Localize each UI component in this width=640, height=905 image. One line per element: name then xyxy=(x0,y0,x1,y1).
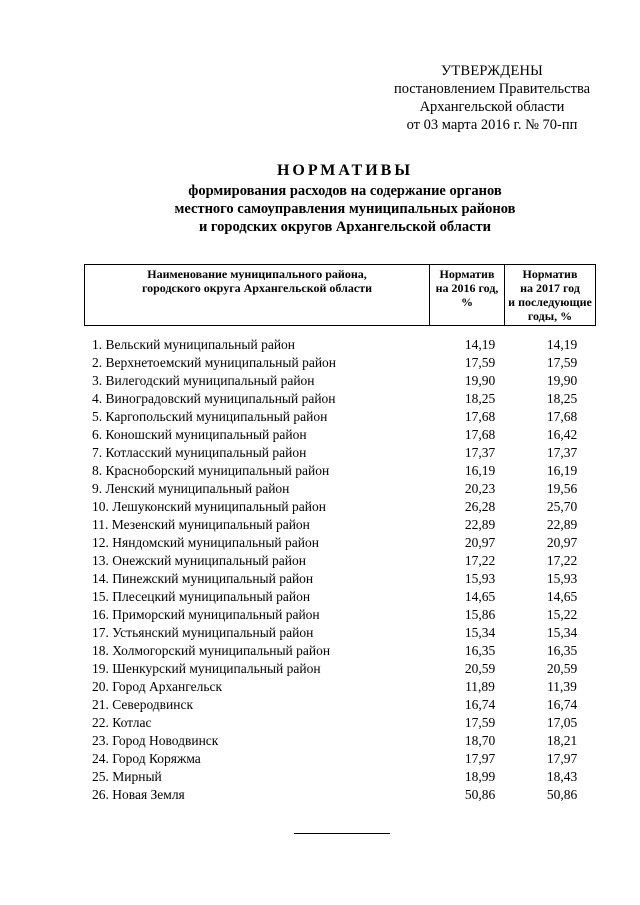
row-name: 10. Лешуконский муниципальный район xyxy=(92,499,326,514)
row-name: 22. Котлас xyxy=(92,715,152,730)
table-row xyxy=(92,480,612,498)
row-value-2017: 22,89 xyxy=(546,517,578,532)
row-value-2017: 20,59 xyxy=(546,661,578,676)
table-header xyxy=(84,264,596,326)
row-value-2017: 16,74 xyxy=(546,697,578,712)
row-value-2017: 15,22 xyxy=(546,607,578,622)
row-name: 14. Пинежский муниципальный район xyxy=(92,571,314,586)
row-value-2017: 20,97 xyxy=(546,535,578,550)
row-value-2016: 50,86 xyxy=(464,787,496,802)
row-value-2016: 17,97 xyxy=(464,751,496,766)
row-name: 20. Город Архангельск xyxy=(92,679,223,694)
row-value-2016: 16,19 xyxy=(464,463,496,478)
row-name: 26. Новая Земля xyxy=(92,787,185,802)
header-line: Наименование муниципального района, xyxy=(147,267,367,281)
header-line: % xyxy=(461,295,473,309)
row-value-2017: 18,21 xyxy=(546,733,578,748)
document-title: НОРМАТИВЫ xyxy=(276,162,414,179)
row-value-2016: 14,19 xyxy=(464,337,496,352)
row-name: 15. Плесецкий муниципальный район xyxy=(92,589,311,604)
row-value-2016: 20,59 xyxy=(464,661,496,676)
row-value-2016: 17,59 xyxy=(464,715,496,730)
document-heading xyxy=(60,160,630,236)
table-row xyxy=(92,642,612,660)
table-row xyxy=(92,444,612,462)
column-header-2016 xyxy=(430,265,505,326)
document-subtitle-line: местного самоуправления муниципальных районов xyxy=(174,201,516,217)
header-line: Норматив xyxy=(522,267,578,281)
row-value-2016: 17,37 xyxy=(464,445,496,460)
row-value-2017: 17,05 xyxy=(546,715,578,730)
document-subtitle-line: и городских округов Архангельской области xyxy=(198,219,492,235)
table-row xyxy=(92,732,612,750)
row-value-2016: 26,28 xyxy=(464,499,496,514)
table-row xyxy=(92,336,612,354)
row-value-2016: 15,86 xyxy=(464,607,496,622)
row-value-2017: 19,56 xyxy=(546,481,578,496)
table-row xyxy=(92,660,612,678)
row-value-2017: 17,37 xyxy=(546,445,578,460)
row-value-2017: 17,68 xyxy=(546,409,578,424)
row-value-2017: 16,42 xyxy=(546,427,578,442)
row-name: 1. Вельский муниципальный район xyxy=(92,337,296,352)
column-header-name xyxy=(85,265,430,326)
approval-title: УТВЕРЖДЕНЫ xyxy=(440,63,544,79)
approval-block xyxy=(378,62,606,134)
row-name: 18. Холмогорский муниципальный район xyxy=(92,643,331,658)
row-value-2017: 18,25 xyxy=(546,391,578,406)
header-line: годы, % xyxy=(527,309,573,323)
row-value-2017: 15,93 xyxy=(546,571,578,586)
row-name: 17. Устьянский муниципальный район xyxy=(92,625,314,640)
row-value-2016: 17,59 xyxy=(464,355,496,370)
header-line: на 2017 год xyxy=(520,281,580,295)
row-name: 5. Каргопольский муниципальный район xyxy=(92,409,328,424)
row-name: 13. Онежский муниципальный район xyxy=(92,553,306,568)
row-name: 21. Северодвинск xyxy=(92,697,194,712)
row-value-2016: 20,97 xyxy=(464,535,496,550)
row-name: 16. Приморский муниципальный район xyxy=(92,607,320,622)
row-name: 8. Красноборский муниципальный район xyxy=(92,463,330,478)
table-row xyxy=(92,678,612,696)
row-value-2017: 11,39 xyxy=(547,679,577,694)
row-value-2016: 17,68 xyxy=(464,427,496,442)
table-row xyxy=(92,390,612,408)
row-value-2016: 17,22 xyxy=(464,553,496,568)
table-row xyxy=(92,696,612,714)
row-value-2017: 17,22 xyxy=(546,553,578,568)
table-row xyxy=(92,354,612,372)
row-value-2017: 17,97 xyxy=(546,751,578,766)
row-value-2016: 20,23 xyxy=(464,481,496,496)
table-row xyxy=(92,714,612,732)
row-value-2016: 16,35 xyxy=(464,643,496,658)
table-row xyxy=(92,768,612,786)
table-row xyxy=(92,570,612,588)
row-value-2017: 25,70 xyxy=(546,499,578,514)
row-value-2017: 14,19 xyxy=(546,337,578,352)
approval-line: Архангельской области xyxy=(419,99,565,115)
row-value-2016: 18,99 xyxy=(464,769,496,784)
row-value-2016: 22,89 xyxy=(464,517,496,532)
row-name: 19. Шенкурский муниципальный район xyxy=(92,661,321,676)
row-value-2017: 16,19 xyxy=(546,463,578,478)
column-header-2017 xyxy=(505,265,596,326)
table-row xyxy=(92,534,612,552)
header-line: Норматив xyxy=(439,267,495,281)
row-value-2017: 15,34 xyxy=(546,625,578,640)
table-row xyxy=(92,588,612,606)
row-value-2016: 11,89 xyxy=(465,679,495,694)
table-row xyxy=(92,516,612,534)
row-value-2017: 17,59 xyxy=(546,355,578,370)
table-row xyxy=(92,408,612,426)
row-name: 23. Город Новодвинск xyxy=(92,733,219,748)
table-row xyxy=(92,372,612,390)
row-value-2017: 50,86 xyxy=(546,787,578,802)
document-subtitle-line: формирования расходов на содержание органов xyxy=(188,183,502,199)
table-body xyxy=(92,336,612,804)
row-name: 9. Ленский муниципальный район xyxy=(92,481,290,496)
row-name: 24. Город Коряжма xyxy=(92,751,201,766)
row-value-2016: 16,74 xyxy=(464,697,496,712)
approval-date: от 03 марта 2016 г. № 70-пп xyxy=(406,117,578,133)
row-name: 7. Котласский муниципальный район xyxy=(92,445,307,460)
header-line: и последующие xyxy=(508,295,592,309)
approval-line: постановлением Правительства xyxy=(393,81,591,97)
row-value-2016: 15,93 xyxy=(464,571,496,586)
table-row xyxy=(92,426,612,444)
row-value-2016: 17,68 xyxy=(464,409,496,424)
end-divider xyxy=(294,833,390,834)
table-row xyxy=(92,750,612,768)
table-row xyxy=(92,498,612,516)
row-value-2016: 15,34 xyxy=(464,625,496,640)
row-name: 3. Вилегодский муниципальный район xyxy=(92,373,315,388)
row-name: 25. Мирный xyxy=(92,769,162,784)
row-value-2016: 18,25 xyxy=(464,391,496,406)
header-line: на 2016 год, xyxy=(435,281,499,295)
table-row xyxy=(92,624,612,642)
row-value-2016: 18,70 xyxy=(464,733,496,748)
row-value-2017: 18,43 xyxy=(546,769,578,784)
table-row xyxy=(92,552,612,570)
row-value-2017: 14,65 xyxy=(546,589,578,604)
row-value-2017: 16,35 xyxy=(546,643,578,658)
row-name: 4. Виноградовский муниципальный район xyxy=(92,391,336,406)
row-name: 12. Няндомский муниципальный район xyxy=(92,535,319,550)
row-name: 11. Мезенский муниципальный район xyxy=(92,517,310,532)
table-row xyxy=(92,606,612,624)
table-row xyxy=(92,462,612,480)
row-value-2016: 14,65 xyxy=(464,589,496,604)
row-value-2017: 19,90 xyxy=(546,373,578,388)
row-value-2016: 19,90 xyxy=(464,373,496,388)
row-name: 2. Верхнетоемский муниципальный район xyxy=(92,355,337,370)
header-line: городского округа Архангельской области xyxy=(141,281,372,295)
row-name: 6. Коношский муниципальный район xyxy=(92,427,307,442)
table-row xyxy=(92,786,612,804)
